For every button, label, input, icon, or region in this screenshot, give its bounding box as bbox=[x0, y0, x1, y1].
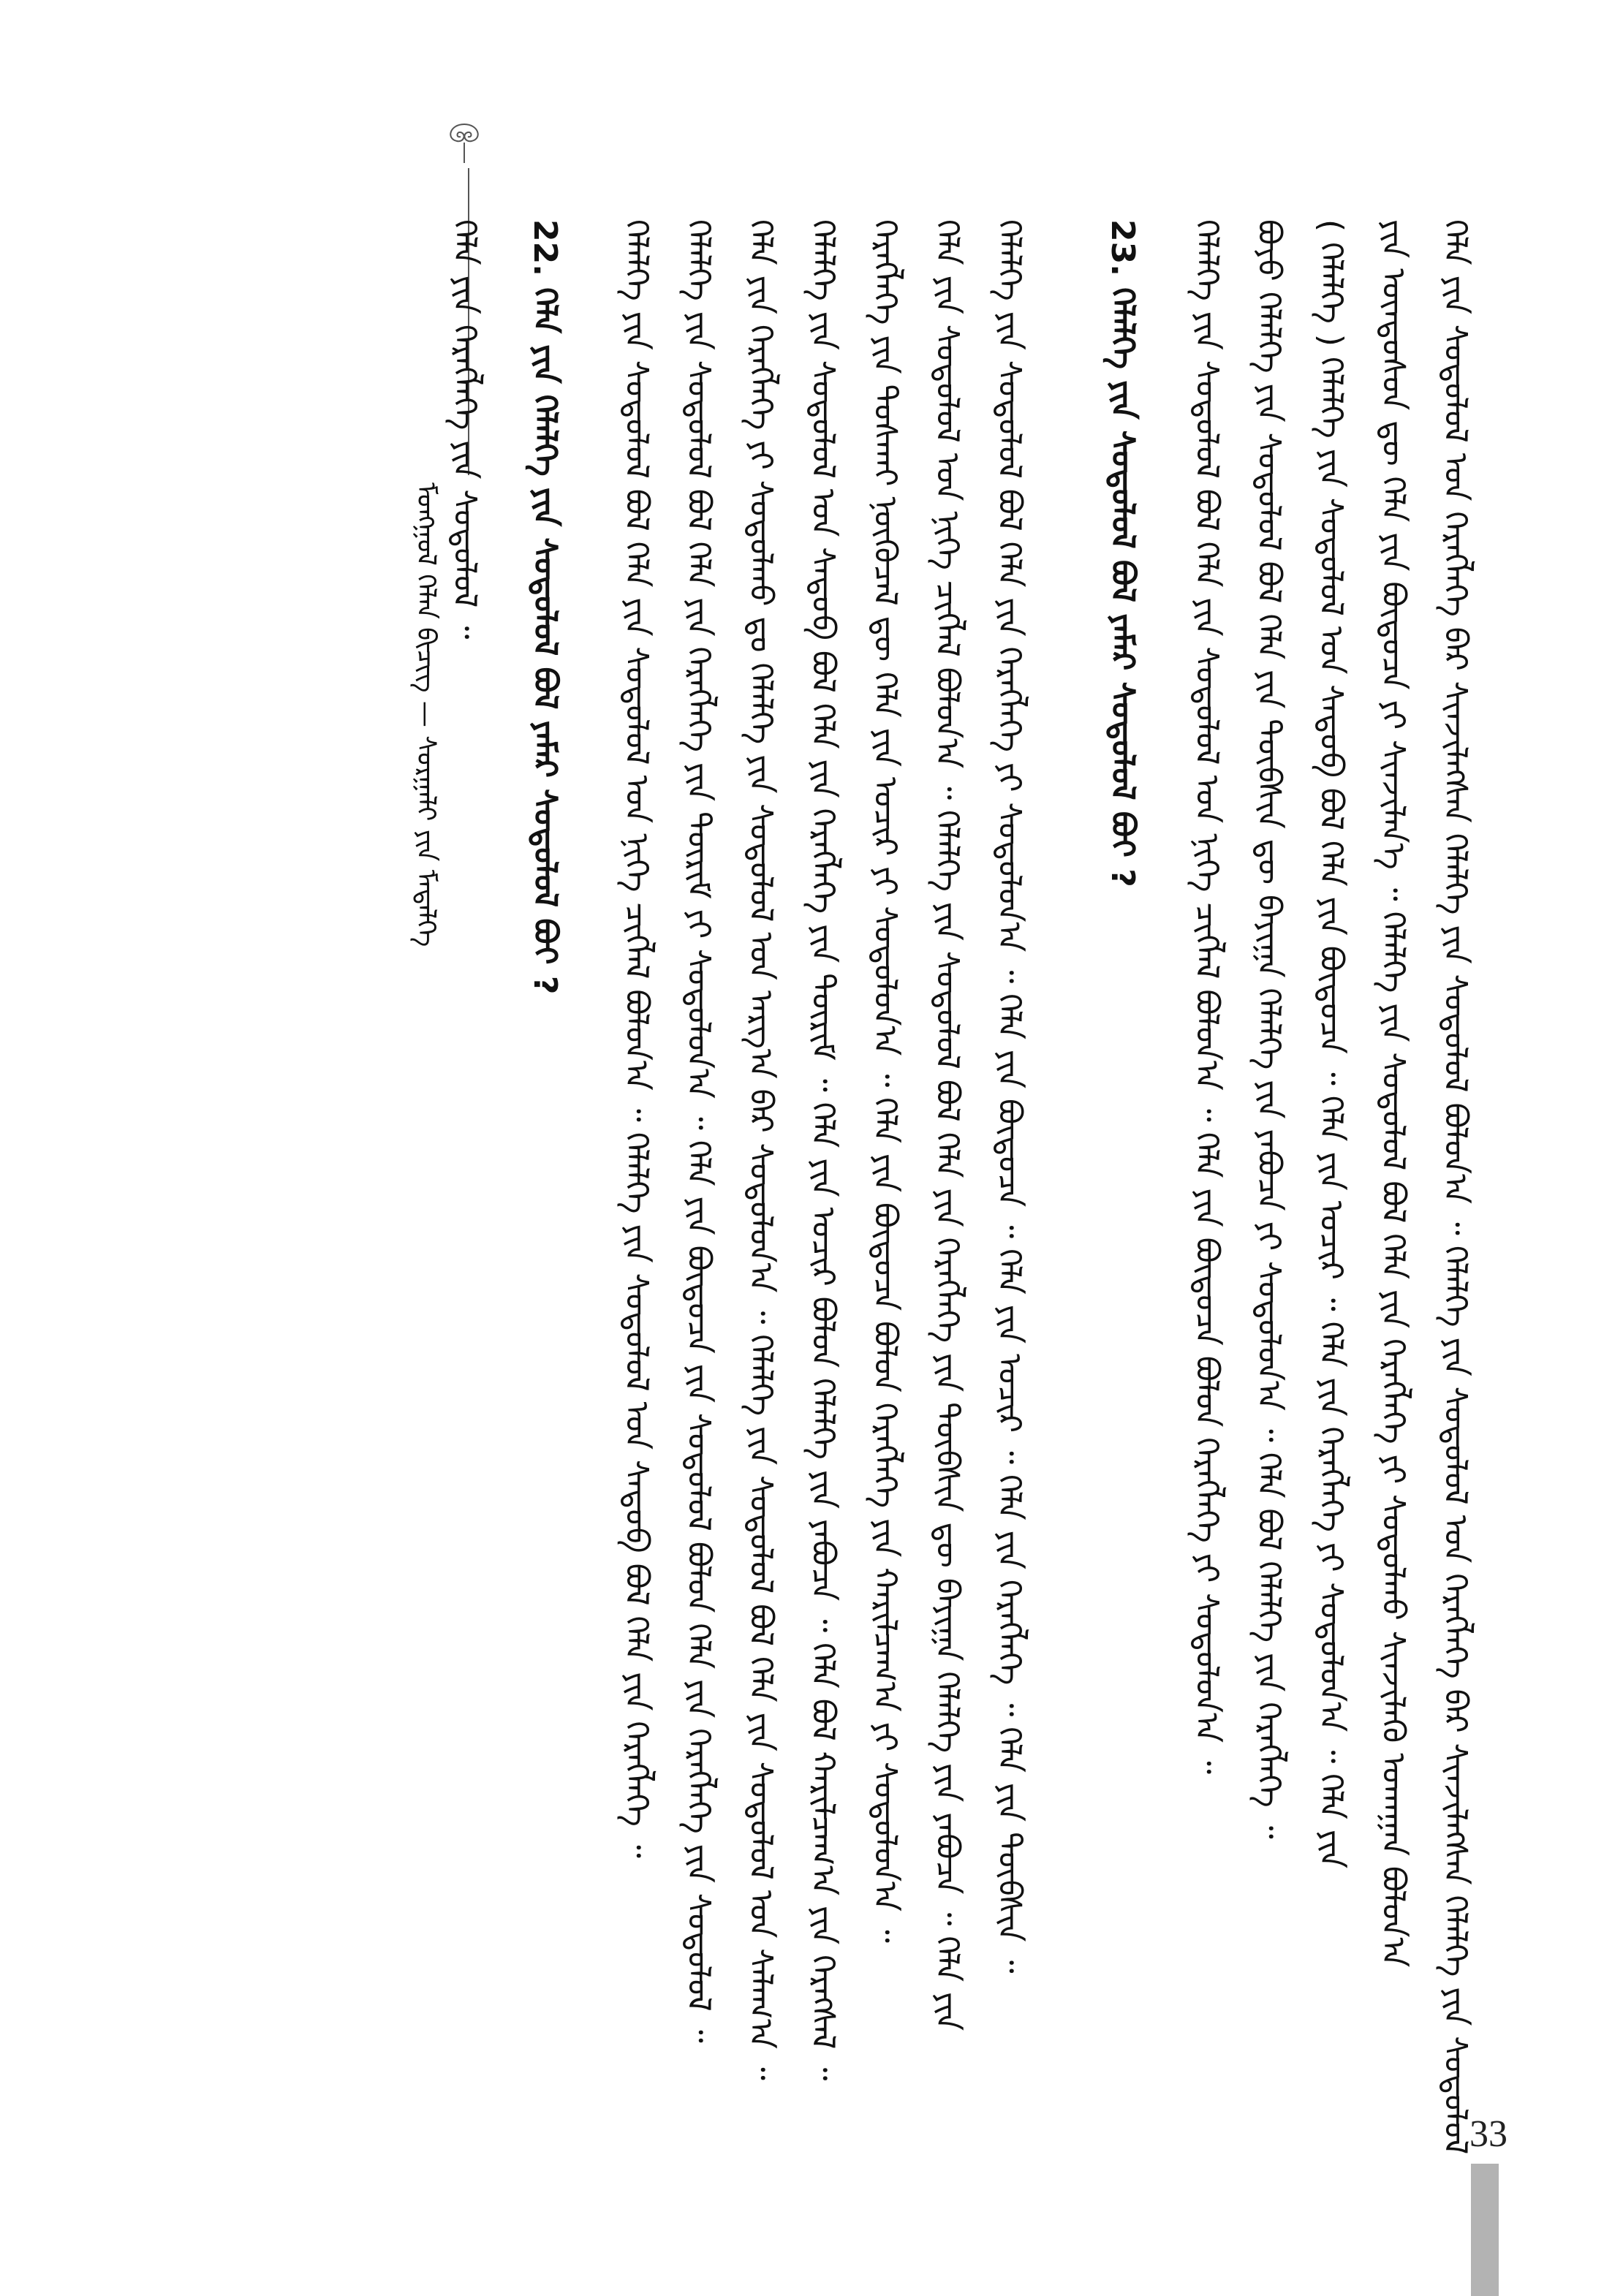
text-line: ᠶᠢᠨ ᠦᠨᠳᠦᠰᠦᠨ ᠳᠦ ᠬᠡᠯᠡ ᠶᠢᠨ ᠪᠦᠲᠦᠴᠡ ᠶᠢ ᠰᠢᠨᠵᠢᠯᠡᠨ᠎ᠡ ᠃ ᠬᠡᠯᠡᠯᠭᠡ ᠶᠢᠨ ᠰᠤᠳᠤᠯᠤᠯ ᠪᠣᠯ ᠬᠡᠯᠡ ᠶᠢᠨ ᠬᠡᠷᠡᠭᠯᠡᠭᠡ ᠶᠢ ᠰᠤᠳᠤᠯᠬᠤ ᠰᠢᠨᠵᠢᠯᠡᠬᠦ ᠤᠬᠠᠭᠠᠨ ᠪᠣᠯᠤᠨ᠎ᠠ bbox=[1374, 219, 1412, 1968]
ornament-icon bbox=[439, 121, 490, 164]
running-header: ᠮᠣᠩᠭᠣᠯ ᠬᠡᠯᠡᠨ ᠪᠢᠴᠢᠭ᠌ — ᠰᠤᠷᠭᠠᠯᠢ ᠶᠢᠨ ᠮᠡᠳᠡᠯᠭᠡ bbox=[411, 482, 441, 947]
text-line: ᠬᠡᠯᠡ ᠶᠢᠨ ᠰᠤᠳᠤᠯᠤᠯ ᠤᠨ ᠬᠡᠷᠡᠭᠯᠡᠭᠡ ᠪᠡᠷ ᠰᠢᠨᠵᠢᠯᠡᠭᠰᠡᠨ ᠬᠡᠯᠡᠯᠭᠡ ᠶᠢᠨ ᠰᠤᠳᠤᠯᠤᠯ ᠪᠣᠯᠤᠨ᠎ᠠ ᠃ ᠬᠡᠯᠡᠯᠭᠡ ᠶᠢᠨ ᠰᠤᠳᠤᠯᠤᠯ ᠤᠨ ᠬᠡᠷᠡᠭᠯᠡᠭᠡ ᠪᠡᠷ ᠰᠢᠨᠵᠢᠯᠡᠭᠰᠡᠨ ᠬᠡᠯᠡᠯᠭᠡ ᠶᠢᠨ ᠰᠤᠳᠤᠯᠤᠯ bbox=[1437, 219, 1474, 2155]
text-line: ᠬᠡᠯᠡᠯᠭᠡ ᠶᠢᠨ ᠰᠤᠳᠤᠯᠤᠯ ᠪᠣᠯ ᠬᠡᠯᠡ ᠶᠢᠨ ᠰᠤᠳᠤᠯᠤᠯ ᠤᠨ ᠨᠢᠭᠡ ᠴᠢᠭᠯᠡᠯ ᠪᠣᠯᠤᠨ᠎ᠠ ᠃ ᠬᠡᠯᠡᠯᠭᠡ ᠶᠢᠨ ᠰᠤᠳᠤᠯᠤᠯ ᠤᠨ ᠰᠡᠳᠦᠪ ᠪᠣᠯ ᠬᠡᠯᠡ ᠶᠢᠨ ᠬᠡᠷᠡᠭᠯᠡᠭᠡ ᠃ bbox=[618, 219, 655, 1858]
thumb-tab bbox=[1471, 2164, 1499, 2296]
text-line: ᠬᠡᠯᠡ ᠶᠢᠨ ᠰᠤᠳᠤᠯᠤᠯ ᠤᠨ ᠨᠢᠭᠡ ᠴᠢᠭᠯᠡᠯ ᠪᠣᠯᠤᠨ᠎ᠠ ᠃ ᠬᠡᠯᠡᠯᠭᠡ ᠶᠢᠨ ᠰᠤᠳᠤᠯᠤᠯ ᠪᠣᠯ ᠬᠡᠯᠡ ᠶᠢᠨ ᠬᠡᠷᠡᠭᠯᠡᠭᠡ ᠶᠢᠨ ᠲᠦᠪᠰᠢᠨ ᠳᠦ ᠪᠠᠶᠢᠭᠠ ᠬᠡᠯᠡᠯᠭᠡ ᠶᠢᠨ ᠶᠠᠪᠤᠴᠠ ᠃ ᠬᠡᠯᠡ ᠶᠢᠨ bbox=[928, 219, 966, 2031]
text-line: ᠬᠡᠯᠡ ᠶᠢᠨ ᠬᠡᠷᠡᠭᠯᠡᠭᠡ ᠶᠢ ᠰᠤᠳᠤᠯᠬᠤ ᠳᠤ ᠬᠡᠯᠡᠯᠭᠡ ᠶᠢᠨ ᠰᠤᠳᠤᠯᠤᠯ ᠤᠨ ᠠᠷᠭ᠎ᠠ ᠪᠠᠷ ᠰᠤᠳᠤᠯᠤᠨ᠎ᠠ ᠃ ᠬᠡᠯᠡᠯᠭᠡ ᠶᠢᠨ ᠰᠤᠳᠤᠯᠤᠯ ᠪᠣᠯ ᠬᠡᠯᠡ ᠶᠢᠨ ᠰᠤᠳᠤᠯᠤᠯ ᠤᠨ ᠰᠠᠯᠠᠭ᠎ᠠ ᠃ bbox=[742, 219, 779, 2080]
question-heading: 22. ᠬᠡᠯᠡ ᠶᠢᠨ ᠬᠡᠯᠡᠯᠭᠡ ᠶᠢᠨ ᠰᠤᠳᠤᠯᠤᠯ ᠪᠣᠯ ᠶᠠᠮᠠᠷ ᠰᠤᠳᠤᠯᠤᠯ ᠪᠤᠢ ? bbox=[526, 219, 564, 995]
text-line: ᠬᠡᠯᠡᠯᠭᠡ ᠶᠢᠨ ᠰᠤᠳᠤᠯᠤᠯ ᠤᠨ ᠰᠡᠳᠦᠪ ᠪᠣᠯ ᠬᠡᠯᠡ ᠶᠢᠨ ᠬᠡᠷᠡᠭᠯᠡᠭᠡ ᠶᠢᠨ ᠳᠦᠷᠢᠮ ᠃ ᠬᠡᠯᠡ ᠶᠢᠨ ᠤᠴᠢᠷ ᠪᠣᠯᠤᠨ ᠬᠡᠯᠡᠯᠭᠡ ᠶᠢᠨ ᠶᠠᠪᠤᠴᠠ ᠃ ᠬᠡᠯᠡ ᠪᠣᠯ ᠬᠠᠷᠢᠯᠴᠠᠭ᠎ᠠ ᠶᠢᠨ ᠬᠡᠷᠡᠭᠰᠡᠯ ᠃ bbox=[804, 219, 841, 2081]
text-line: ᠬᠡᠯᠡᠯᠭᠡ ᠶᠢᠨ ᠰᠤᠳᠤᠯᠤᠯ ᠪᠣᠯ ᠬᠡᠯᠡ ᠶᠢᠨ ᠬᠡᠷᠡᠭᠯᠡᠭᠡ ᠶᠢᠨ ᠳᠦᠷᠢᠮ ᠶᠢ ᠰᠤᠳᠤᠯᠤᠨ᠎ᠠ ᠃ ᠬᠡᠯᠡ ᠶᠢᠨ ᠪᠦᠲᠦᠴᠡ ᠶᠢᠨ ᠰᠤᠳᠤᠯᠤᠯ ᠪᠣᠯᠤᠨ ᠬᠡᠯᠡ ᠶᠢᠨ ᠬᠡᠷᠡᠭᠯᠡᠭᠡ ᠶᠢᠨ ᠰᠤᠳᠤᠯᠤᠯ ᠃ bbox=[680, 219, 717, 2043]
text-line: ᠬᠡᠯᠡᠯᠭᠡ ᠶᠢᠨ ᠰᠤᠳᠤᠯᠤᠯ ᠪᠣᠯ ᠬᠡᠯᠡ ᠶᠢᠨ ᠰᠤᠳᠤᠯᠤᠯ ᠤᠨ ᠨᠢᠭᠡ ᠴᠢᠭᠯᠡᠯ ᠪᠣᠯᠤᠨ᠎ᠠ ᠃ ᠬᠡᠯᠡ ᠶᠢᠨ ᠪᠦᠲᠦᠴᠡ ᠪᠣᠯᠤᠨ ᠬᠡᠷᠡᠭᠯᠡᠭᠡ ᠶᠢ ᠰᠤᠳᠤᠯᠤᠨ᠎ᠠ ᠃ bbox=[1188, 219, 1225, 1774]
question-heading: 23. ᠬᠡᠯᠡᠯᠭᠡ ᠶᠢᠨ ᠰᠤᠳᠤᠯᠤᠯ ᠪᠣᠯ ᠶᠠᠮᠠᠷ ᠰᠤᠳᠤᠯᠤᠯ ᠪᠤᠢ ? bbox=[1104, 219, 1141, 887]
text-line: ᠬᠡᠷᠡᠭᠯᠡᠭᠡ ᠶᠢᠨ ᠲᠤᠰᠬᠠᠢ ᠨᠥᠬᠥᠴᠡᠯ ᠳᠦ ᠬᠡᠯᠡ ᠶᠢᠨ ᠤᠴᠢᠷ ᠶᠢ ᠰᠤᠳᠤᠯᠤᠨ᠎ᠠ ᠃ ᠬᠡᠯᠡ ᠶᠢᠨ ᠪᠦᠲᠦᠴᠡ ᠪᠣᠯᠤᠨ ᠬᠡᠷᠡᠭᠯᠡᠭᠡ ᠶᠢᠨ ᠬᠠᠷᠢᠯᠴᠠᠭ᠎ᠠ ᠶᠢ ᠰᠤᠳᠤᠯᠤᠨ᠎ᠠ ᠃ bbox=[866, 219, 904, 1943]
page-number: 33 bbox=[1469, 2113, 1507, 2155]
text-line: ᠬᠡᠯᠡᠯᠭᠡ ᠶᠢᠨ ᠰᠤᠳᠤᠯᠤᠯ ᠪᠣᠯ ᠬᠡᠯᠡ ᠶᠢᠨ ᠬᠡᠷᠡᠭᠯᠡᠭᠡ ᠶᠢ ᠰᠤᠳᠤᠯᠤᠨ᠎ᠠ ᠃ ᠬᠡᠯᠡ ᠶᠢᠨ ᠪᠦᠲᠦᠴᠡ ᠃ ᠬᠡᠯᠡ ᠶᠢᠨ ᠤᠴᠢᠷ ᠃ ᠬᠡᠯᠡ ᠶᠢᠨ ᠬᠡᠷᠡᠭᠯᠡᠭᠡ ᠃ ᠬᠡᠯᠡ ᠶᠢᠨ ᠲᠦᠪᠰᠢᠨ ᠃ bbox=[991, 219, 1028, 1974]
text-line: ( ᠬᠡᠯᠡᠯᠭᠡ ) ᠬᠡᠯᠡᠯᠭᠡ ᠶᠢᠨ ᠰᠤᠳᠤᠯᠤᠯ ᠤᠨ ᠰᠡᠳᠦᠪ ᠪᠣᠯ ᠬᠡᠯᠡ ᠶᠢᠨ ᠪᠦᠲᠦᠴᠡ ᠃ ᠬᠡᠯᠡ ᠶᠢᠨ ᠤᠴᠢᠷ ᠃ ᠬᠡᠯᠡ ᠶᠢᠨ ᠬᠡᠷᠡᠭᠯᠡᠭᠡ ᠶᠢ ᠰᠤᠳᠤᠯᠤᠨ᠎ᠠ ᠃ ᠬᠡᠯᠡ ᠶᠢᠨ bbox=[1312, 219, 1350, 1869]
text-line: ᠬᠡᠯᠡ ᠶᠢᠨ ᠬᠡᠷᠡᠭᠯᠡᠭᠡ ᠶᠢᠨ ᠰᠤᠳᠤᠯᠤᠯ ᠃ bbox=[446, 219, 483, 640]
text-line: ᠪᠤᠶᠤ ᠬᠡᠯᠡᠯᠭᠡ ᠶᠢᠨ ᠰᠤᠳᠤᠯᠤᠯ ᠪᠣᠯ ᠬᠡᠯᠡ ᠶᠢᠨ ᠲᠦᠪᠰᠢᠨ ᠳᠦ ᠪᠠᠶᠢᠭᠠ ᠬᠡᠯᠡᠯᠭᠡ ᠶᠢᠨ ᠶᠠᠪᠤᠴᠠ ᠶᠢ ᠰᠤᠳᠤᠯᠤᠨ᠎ᠠ ᠃ ᠬᠡᠯᠡ ᠪᠣᠯ ᠬᠡᠯᠡᠯᠭᠡ ᠶᠢᠨ ᠬᠡᠷᠡᠭᠯᠡᠭᠡ ᠃ bbox=[1250, 219, 1287, 1839]
